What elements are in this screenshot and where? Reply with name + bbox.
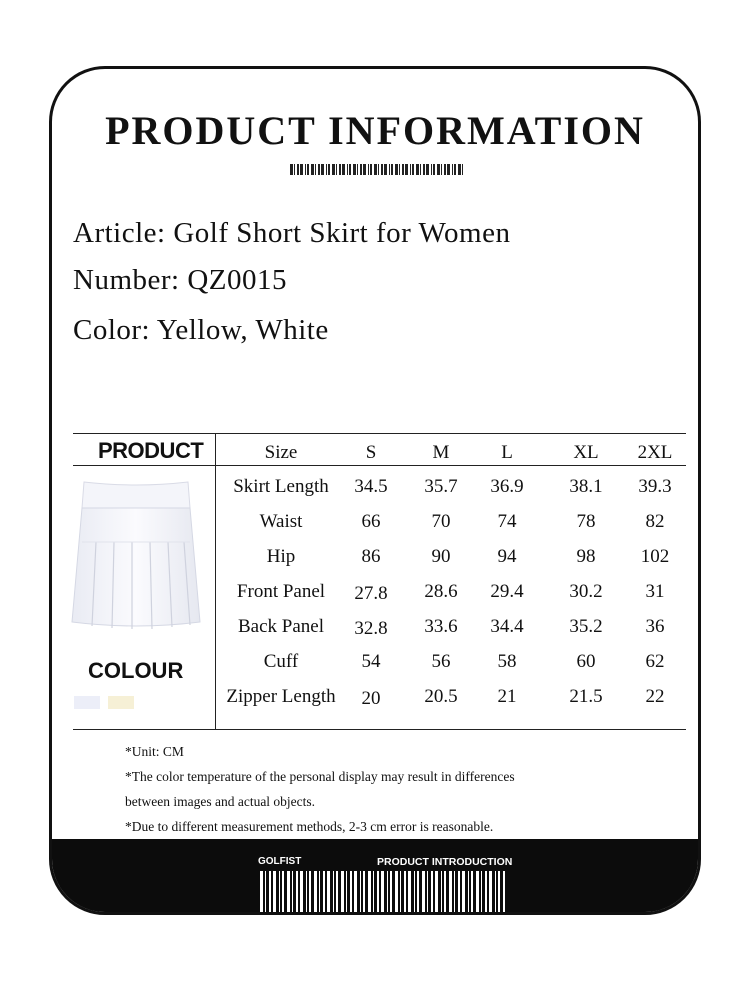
swatch-white xyxy=(74,696,100,709)
table-header-rule xyxy=(73,465,686,466)
product-info-card xyxy=(49,66,701,915)
skirt-image xyxy=(66,480,206,630)
table-row-label: Cuff xyxy=(263,651,299,672)
swatch-yellow xyxy=(108,696,134,709)
table-cell: 22 xyxy=(645,686,665,707)
table-cell: 21 xyxy=(497,686,517,707)
table-cell: 31 xyxy=(645,581,665,602)
note-color-1: *The color temperature of the personal display may result in differences xyxy=(125,769,515,784)
table-cell: 94 xyxy=(497,546,517,567)
brand-label: GOLFIST xyxy=(258,856,302,867)
number-line: Number: QZ0015 xyxy=(73,264,287,296)
table-row-label: Zipper Length xyxy=(226,686,336,707)
barcode-icon xyxy=(260,871,505,913)
table-cell: 86 xyxy=(361,546,381,567)
mini-barcode-icon xyxy=(290,164,465,175)
note-color-2: between images and actual objects. xyxy=(125,794,316,809)
table-cell: 20 xyxy=(361,688,381,709)
table-cell: 21.5 xyxy=(569,686,603,707)
table-cell: 20.5 xyxy=(424,686,458,707)
table-cell: 62 xyxy=(645,651,665,672)
table-cell: 27.8 xyxy=(354,583,388,604)
table-cell: 102 xyxy=(640,546,670,567)
table-bottom-rule xyxy=(73,729,686,730)
table-cell: 98 xyxy=(576,546,596,567)
table-cell: 54 xyxy=(361,651,381,672)
page-title: PRODUCT INFORMATION xyxy=(105,108,645,153)
table-cell: 29.4 xyxy=(490,581,524,602)
table-cell: 39.3 xyxy=(638,476,672,497)
table-header-cell: L xyxy=(501,442,513,463)
table-cell: 38.1 xyxy=(569,476,603,497)
table-cell: 82 xyxy=(645,511,665,532)
table-cell: 28.6 xyxy=(424,581,458,602)
table-header-cell: XL xyxy=(573,442,599,463)
table-header-cell: 2XL xyxy=(637,442,673,463)
table-top-rule xyxy=(73,433,686,434)
colour-heading: COLOUR xyxy=(88,658,184,683)
footer-band xyxy=(52,839,698,915)
table-cell: 34.5 xyxy=(354,476,388,497)
table-header-cell: S xyxy=(365,442,377,463)
table-cell: 90 xyxy=(431,546,451,567)
table-cell: 66 xyxy=(361,511,381,532)
table-row-label: Front Panel xyxy=(236,581,326,602)
table-cell: 33.6 xyxy=(424,616,458,637)
table-header-cell: M xyxy=(432,442,450,463)
table-cell: 74 xyxy=(497,511,517,532)
table-header-cell: Size xyxy=(264,442,298,463)
table-divider xyxy=(215,433,216,729)
table-cell: 30.2 xyxy=(569,581,603,602)
product-heading: PRODUCT xyxy=(98,438,204,463)
table-cell: 34.4 xyxy=(490,616,524,637)
table-cell: 78 xyxy=(576,511,596,532)
table-cell: 58 xyxy=(497,651,517,672)
table-cell: 56 xyxy=(431,651,451,672)
table-row-label: Back Panel xyxy=(237,616,325,637)
table-row-label: Skirt Length xyxy=(233,476,329,497)
table-cell: 70 xyxy=(431,511,451,532)
note-measure: *Due to different measurement methods, 2-3 cm error is reasonable. xyxy=(125,819,494,834)
intro-label: PRODUCT INTRODUCTION xyxy=(377,856,513,868)
article-line: Article: Golf Short Skirt for Women xyxy=(73,217,511,249)
table-cell: 35.2 xyxy=(569,616,603,637)
table-row-label: Waist xyxy=(259,511,303,532)
note-unit: *Unit: CM xyxy=(125,744,184,759)
table-row-label: Hip xyxy=(266,546,296,567)
table-cell: 32.8 xyxy=(354,618,388,639)
table-cell: 60 xyxy=(576,651,596,672)
table-cell: 36 xyxy=(645,616,665,637)
table-cell: 36.9 xyxy=(490,476,524,497)
table-cell: 35.7 xyxy=(424,476,458,497)
color-line: Color: Yellow, White xyxy=(73,314,329,346)
